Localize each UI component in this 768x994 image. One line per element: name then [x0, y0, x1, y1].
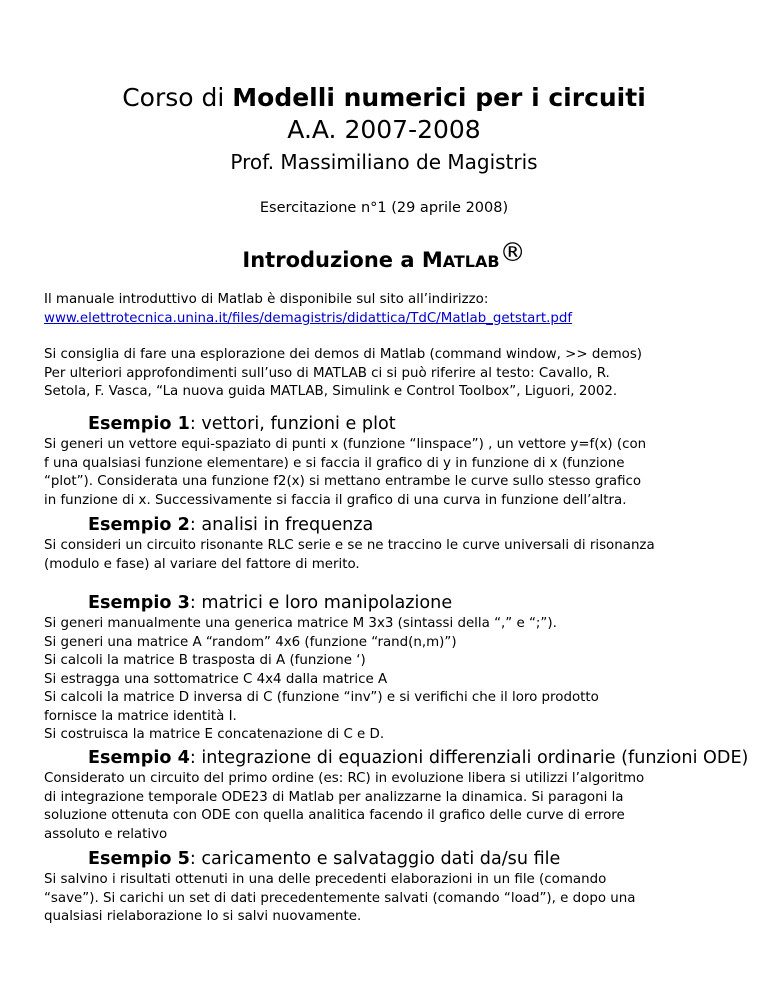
body-line: assoluto e relativo	[44, 826, 168, 842]
body-line: Si estragga una sottomatrice C 4x4 dalla matrice A	[44, 671, 388, 687]
body-line: di integrazione temporale ODE23 di Matlab per analizzarne la dinamica. Si paragoni la	[44, 789, 624, 805]
manual-text: Il manuale introduttivo di Matlab è disponibile sul sito all’indirizzo:	[44, 292, 489, 307]
academic-year: A.A. 2007-2008	[287, 115, 481, 144]
body-line: fornisce la matrice identità I.	[44, 708, 237, 724]
advice-line: Per ulteriori approfondimenti sull’uso di MATLAB ci si può riferire al testo: Cavallo, R.	[44, 365, 610, 381]
example-3-body	[44, 615, 724, 745]
example-1-heading	[88, 413, 396, 435]
manual-link[interactable]: www.elettrotecnica.unina.it/files/demagistris/didattica/TdC/Matlab_getstart.pdf	[44, 310, 573, 326]
body-line: Si calcoli la matrice D inversa di C (funzione “inv”) e si verifichi che il loro prodotto	[44, 690, 599, 705]
example-4-body	[44, 770, 724, 844]
example-5-body	[44, 871, 724, 927]
example-1-body	[44, 436, 724, 510]
registered-mark: ®	[499, 238, 526, 268]
example-3-heading	[88, 592, 452, 614]
example-label: Esempio 3	[88, 593, 190, 613]
title-matlab-rest: ATLAB	[442, 252, 500, 271]
course-title	[0, 82, 768, 114]
example-5-heading	[88, 848, 560, 870]
example-title: : integrazione di equazioni differenziali ordinarie (funzioni ODE)	[189, 748, 749, 768]
title-matlab-m: M	[421, 248, 443, 272]
body-line: (modulo e fase) al variare del fattore di merito.	[44, 556, 360, 572]
session-info: Esercitazione n°1 (29 aprile 2008)	[259, 200, 509, 216]
body-line: Si calcoli la matrice B trasposta di A (funzione ‘)	[44, 653, 366, 668]
body-line: Si generi una matrice A “random” 4x6 (funzione “rand(n,m)”)	[44, 634, 457, 650]
body-line: “plot”). Considerata una funzione f2(x) si mettano entrambe le curve sullo stesso grafico	[44, 474, 642, 489]
body-line: “save”). Si carichi un set di dati precedentemente salvati (comando “load”), e dopo una	[44, 890, 636, 906]
example-title: : analisi in frequenza	[189, 515, 374, 535]
example-label: Esempio 2	[88, 515, 190, 535]
example-label: Esempio 4	[88, 748, 190, 768]
body-line: Si consideri un circuito risonante RLC serie e se ne traccino le curve universali di risonanza	[44, 538, 655, 553]
body-line: soluzione ottenuta con ODE con quella analitica facendo il grafico delle curve di errore	[44, 808, 625, 823]
body-line: Si generi un vettore equi-spaziato di punti x (funzione “linspace”) , un vettore y=f(x) (con	[44, 437, 647, 452]
body-line: in funzione di x. Successivamente si faccia il grafico di una curva in funzione dell’altra.	[44, 492, 627, 508]
advice-line: Si consiglia di fare una esplorazione dei demos di Matlab (command window, >> demos)	[44, 347, 643, 362]
title-text: Introduzione a	[242, 248, 415, 272]
body-line: Considerato un circuito del primo ordine (es: RC) in evoluzione libera si utilizzi l’algoritmo	[44, 771, 645, 786]
example-title: : matrici e loro manipolazione	[189, 593, 453, 613]
body-line: qualsiasi rielaborazione lo si salvi nuovamente.	[44, 909, 362, 924]
example-2-heading	[88, 514, 373, 536]
course-name: Modelli numerici per i circuiti	[232, 83, 646, 112]
example-title: : vettori, funzioni e plot	[189, 414, 396, 434]
body-line: Si salvino i risultati ottenuti in una delle precedenti elaborazioni in un file (comando	[44, 872, 607, 887]
example-label: Esempio 5	[88, 849, 190, 869]
body-line: f una qualsiasi funzione elementare) e si faccia il grafico di y in funzione di x (funzione	[44, 455, 625, 471]
body-line: Si generi manualmente una generica matrice M 3x3 (sintassi della “,” e “;”).	[44, 616, 557, 631]
example-4-heading	[88, 747, 748, 769]
example-2-body	[44, 537, 724, 574]
manual-paragraph	[44, 291, 724, 328]
advice-paragraph	[44, 346, 724, 402]
example-label: Esempio 1	[88, 414, 190, 434]
professor-name: Prof. Massimiliano de Magistris	[230, 150, 538, 174]
advice-line: Setola, F. Vasca, “La nuova guida MATLAB, Simulink e Control Toolbox”, Liguori, 2002.	[44, 384, 618, 399]
document-title	[0, 238, 768, 278]
course-prefix: Corso di	[122, 83, 225, 112]
example-title: : caricamento e salvataggio dati da/su file	[189, 849, 561, 869]
body-line: Si costruisca la matrice E concatenazione di C e D.	[44, 727, 385, 742]
